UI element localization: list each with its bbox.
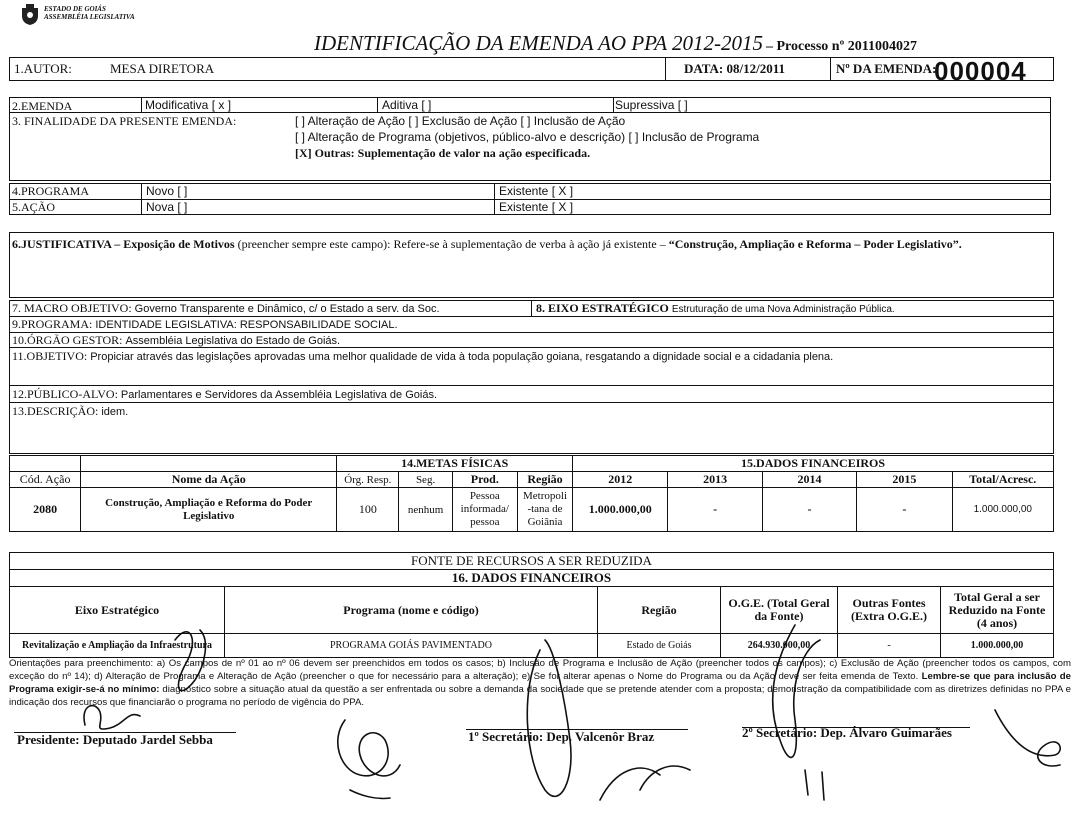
finalidade-options-line2[interactable]: [ ] Alteração de Programa (objetivos, público-alvo e descrição) [ ] Inclusão de Programa: [295, 130, 760, 144]
orgao-gestor-value: Assembléia Legislativa do Estado de Goiás.: [125, 335, 341, 347]
acao-novo-checkbox[interactable]: Nova [ ]: [146, 200, 188, 214]
author-label: 1.AUTOR:: [14, 61, 72, 76]
metas-fisicas-header: 14.METAS FÍSICAS: [337, 456, 573, 472]
programa-label: 4.PROGRAMA: [12, 184, 90, 198]
fonte-row-regiao: Estado de Goiás: [598, 634, 721, 658]
row-2013: -: [668, 488, 762, 532]
orgao-gestor-label: 10.ÓRGÃO GESTOR:: [12, 333, 123, 347]
justificativa-text: (preencher sempre este campo): Refere-se à suplementação de verba à ação já existente –: [237, 237, 666, 251]
descricao-label: 13.DESCRIÇÃO:: [12, 404, 99, 418]
programa-existente-checkbox[interactable]: Existente [ X ]: [499, 184, 574, 198]
fonte-col-outras: Outras Fontes (Extra O.G.E.): [838, 587, 941, 634]
justificativa-quote: “Construção, Ampliação e Reforma – Poder Legislativo”.: [668, 237, 962, 251]
row-regiao: Metropoli -tana de Goiânia: [517, 488, 572, 532]
row-2014: -: [762, 488, 856, 532]
publico-alvo-label: 12.PÚBLICO-ALVO:: [12, 387, 118, 401]
col-regiao: Região: [517, 472, 572, 488]
fonte-subtitle: 16. DADOS FINANCEIROS: [10, 570, 1054, 587]
col-total: Total/Acresc.: [952, 472, 1053, 488]
amendment-number-label: Nº DA EMENDA:: [836, 61, 937, 76]
finalidade-label: 3. FINALIDADE DA PRESENTE EMENDA:: [12, 114, 237, 128]
row-2012: 1.000.000,00: [573, 488, 668, 532]
fonte-col-eixo: Eixo Estratégico: [10, 587, 225, 634]
row-2015: -: [857, 488, 952, 532]
fonte-row-total: 1.000.000,00: [941, 634, 1054, 658]
col-cod-acao: Cód. Ação: [10, 472, 81, 488]
orientacoes-main: Orientações para preenchimento: a) Os campos de nº 01 ao nº 06 devem ser preenchidos em todos os casos; b) Inclusão de Programa e Inclusão de Ação (preencher todos os campos); c) Exclusão de Ação (preencher todos os campos, com exceção do nº 14); d) Alteração de Programa e Alteração de Ação (preencher o que for necessário para a alteração); e) Se for alterar apenas o Nome do Programa ou da Ação deve ser feita emenda de Texto.: [9, 658, 1071, 682]
eixo-estrategico-value: Estruturação de uma Nova Administração Pública.: [671, 304, 895, 315]
supressiva-checkbox[interactable]: Supressiva [ ]: [615, 98, 688, 112]
programa-novo-checkbox[interactable]: Novo [ ]: [146, 184, 188, 198]
processo-number: – Processo nº 2011004027: [765, 39, 917, 54]
dados-financeiros-header: 15.DADOS FINANCEIROS: [573, 456, 1054, 472]
col-nome-acao: Nome da Ação: [81, 472, 337, 488]
row-cod-acao: 2080: [10, 488, 81, 532]
col-prod: Prod.: [452, 472, 517, 488]
secretario1-signature-label: 1º Secretário: Dep. Valcenôr Braz: [468, 729, 655, 744]
eixo-estrategico-label: 8. EIXO ESTRATÉGICO: [536, 301, 669, 315]
fonte-col-regiao: Região: [598, 587, 721, 634]
objetivo-value: Propiciar através das legislações aprovadas uma melhor qualidade de vida à toda população goiana, resgatando a dignidade social e a cidadania plena.: [90, 351, 834, 363]
descricao-value: idem.: [101, 406, 129, 418]
row-org-resp: 100: [337, 488, 399, 532]
fonte-row-outras: -: [838, 634, 941, 658]
fonte-col-programa: Programa (nome e código): [225, 587, 598, 634]
acao-label: 5.AÇÃO: [12, 200, 56, 214]
amendment-number-value: 000004: [934, 56, 1027, 86]
programa-value-9: IDENTIDADE LEGISLATIVA: RESPONSABILIDADE SOCIAL.: [95, 319, 398, 331]
fonte-row-programa: PROGRAMA GOIÁS PAVIMENTADO: [225, 634, 598, 658]
presidente-signature-label: Presidente: Deputado Jardel Sebba: [17, 732, 213, 747]
orientacoes-bold: Lembre-se que para inclusão de Programa exigir-se-á no mínimo:: [9, 671, 1071, 695]
macro-objetivo-label: 7. MACRO OBJETIVO:: [12, 301, 132, 315]
macro-objetivo-value: Governo Transparente e Dinâmico, c/ o Estado a serv. da Soc.: [134, 303, 440, 315]
document-title: IDENTIFICAÇÃO DA EMENDA AO PPA 2012-2015: [314, 31, 763, 55]
row-seg: nenhum: [399, 488, 452, 532]
secretario2-signature-label: 2º Secretário: Dep. Álvaro Guimarães: [742, 725, 952, 740]
publico-alvo-value: Parlamentares e Servidores da Assembléia Legislativa de Goiás.: [120, 389, 438, 401]
row-prod: Pessoa informada/ pessoa: [452, 488, 517, 532]
org-name-line1: ESTADO DE GOIÁS: [44, 5, 106, 13]
justificativa-label: 6.JUSTIFICATIVA – Exposição de Motivos: [12, 237, 235, 251]
finalidade-outras[interactable]: [X] Outras: Suplementação de valor na ação especificada.: [295, 146, 591, 160]
col-org-resp: Órg. Resp.: [337, 472, 399, 488]
col-2013: 2013: [668, 472, 762, 488]
row-nome-acao: Construção, Ampliação e Reforma do Poder Legislativo: [81, 488, 337, 532]
col-2012: 2012: [573, 472, 668, 488]
fonte-col-total: Total Geral a ser Reduzido na Fonte (4 anos): [941, 587, 1054, 634]
date-field: DATA: 08/12/2011: [684, 61, 785, 76]
col-seg: Seg.: [399, 472, 452, 488]
col-2014: 2014: [762, 472, 856, 488]
objetivo-label: 11.OBJETIVO:: [12, 349, 88, 363]
fonte-title: FONTE DE RECURSOS A SER REDUZIDA: [10, 553, 1054, 570]
acao-existente-checkbox[interactable]: Existente [ X ]: [499, 200, 574, 214]
fonte-col-oge: O.G.E. (Total Geral da Fonte): [721, 587, 838, 634]
aditiva-checkbox[interactable]: Aditiva [ ]: [382, 98, 432, 112]
orientacoes-tail: diagnóstico sobre a situação atual da questão a ser enfrentada ou sobre a demanda da sociedade que se pretende atender com a proposta; demonstração da compatibilidade com as diretrizes definidas no PPA e indicação dos recursos que financiarão o programa no período de vigência do PPA.: [9, 684, 1072, 708]
modificativa-checkbox[interactable]: Modificativa [ x ]: [145, 98, 232, 112]
fonte-row-oge: 264.930.000,00: [721, 634, 838, 658]
emenda-label: 2.EMENDA: [12, 99, 73, 113]
fonte-row-eixo: Revitalização e Ampliação da Infraestrutura: [10, 634, 225, 658]
col-2015: 2015: [857, 472, 952, 488]
author-value: MESA DIRETORA: [110, 61, 215, 76]
programa-label-9: 9.PROGRAMA:: [12, 317, 93, 331]
org-name-line2: ASSEMBLÉIA LEGISLATIVA: [44, 13, 135, 21]
finalidade-options-line1[interactable]: [ ] Alteração de Ação [ ] Exclusão de Ação [ ] Inclusão de Ação: [295, 114, 626, 128]
row-total: 1.000.000,00: [952, 488, 1053, 532]
